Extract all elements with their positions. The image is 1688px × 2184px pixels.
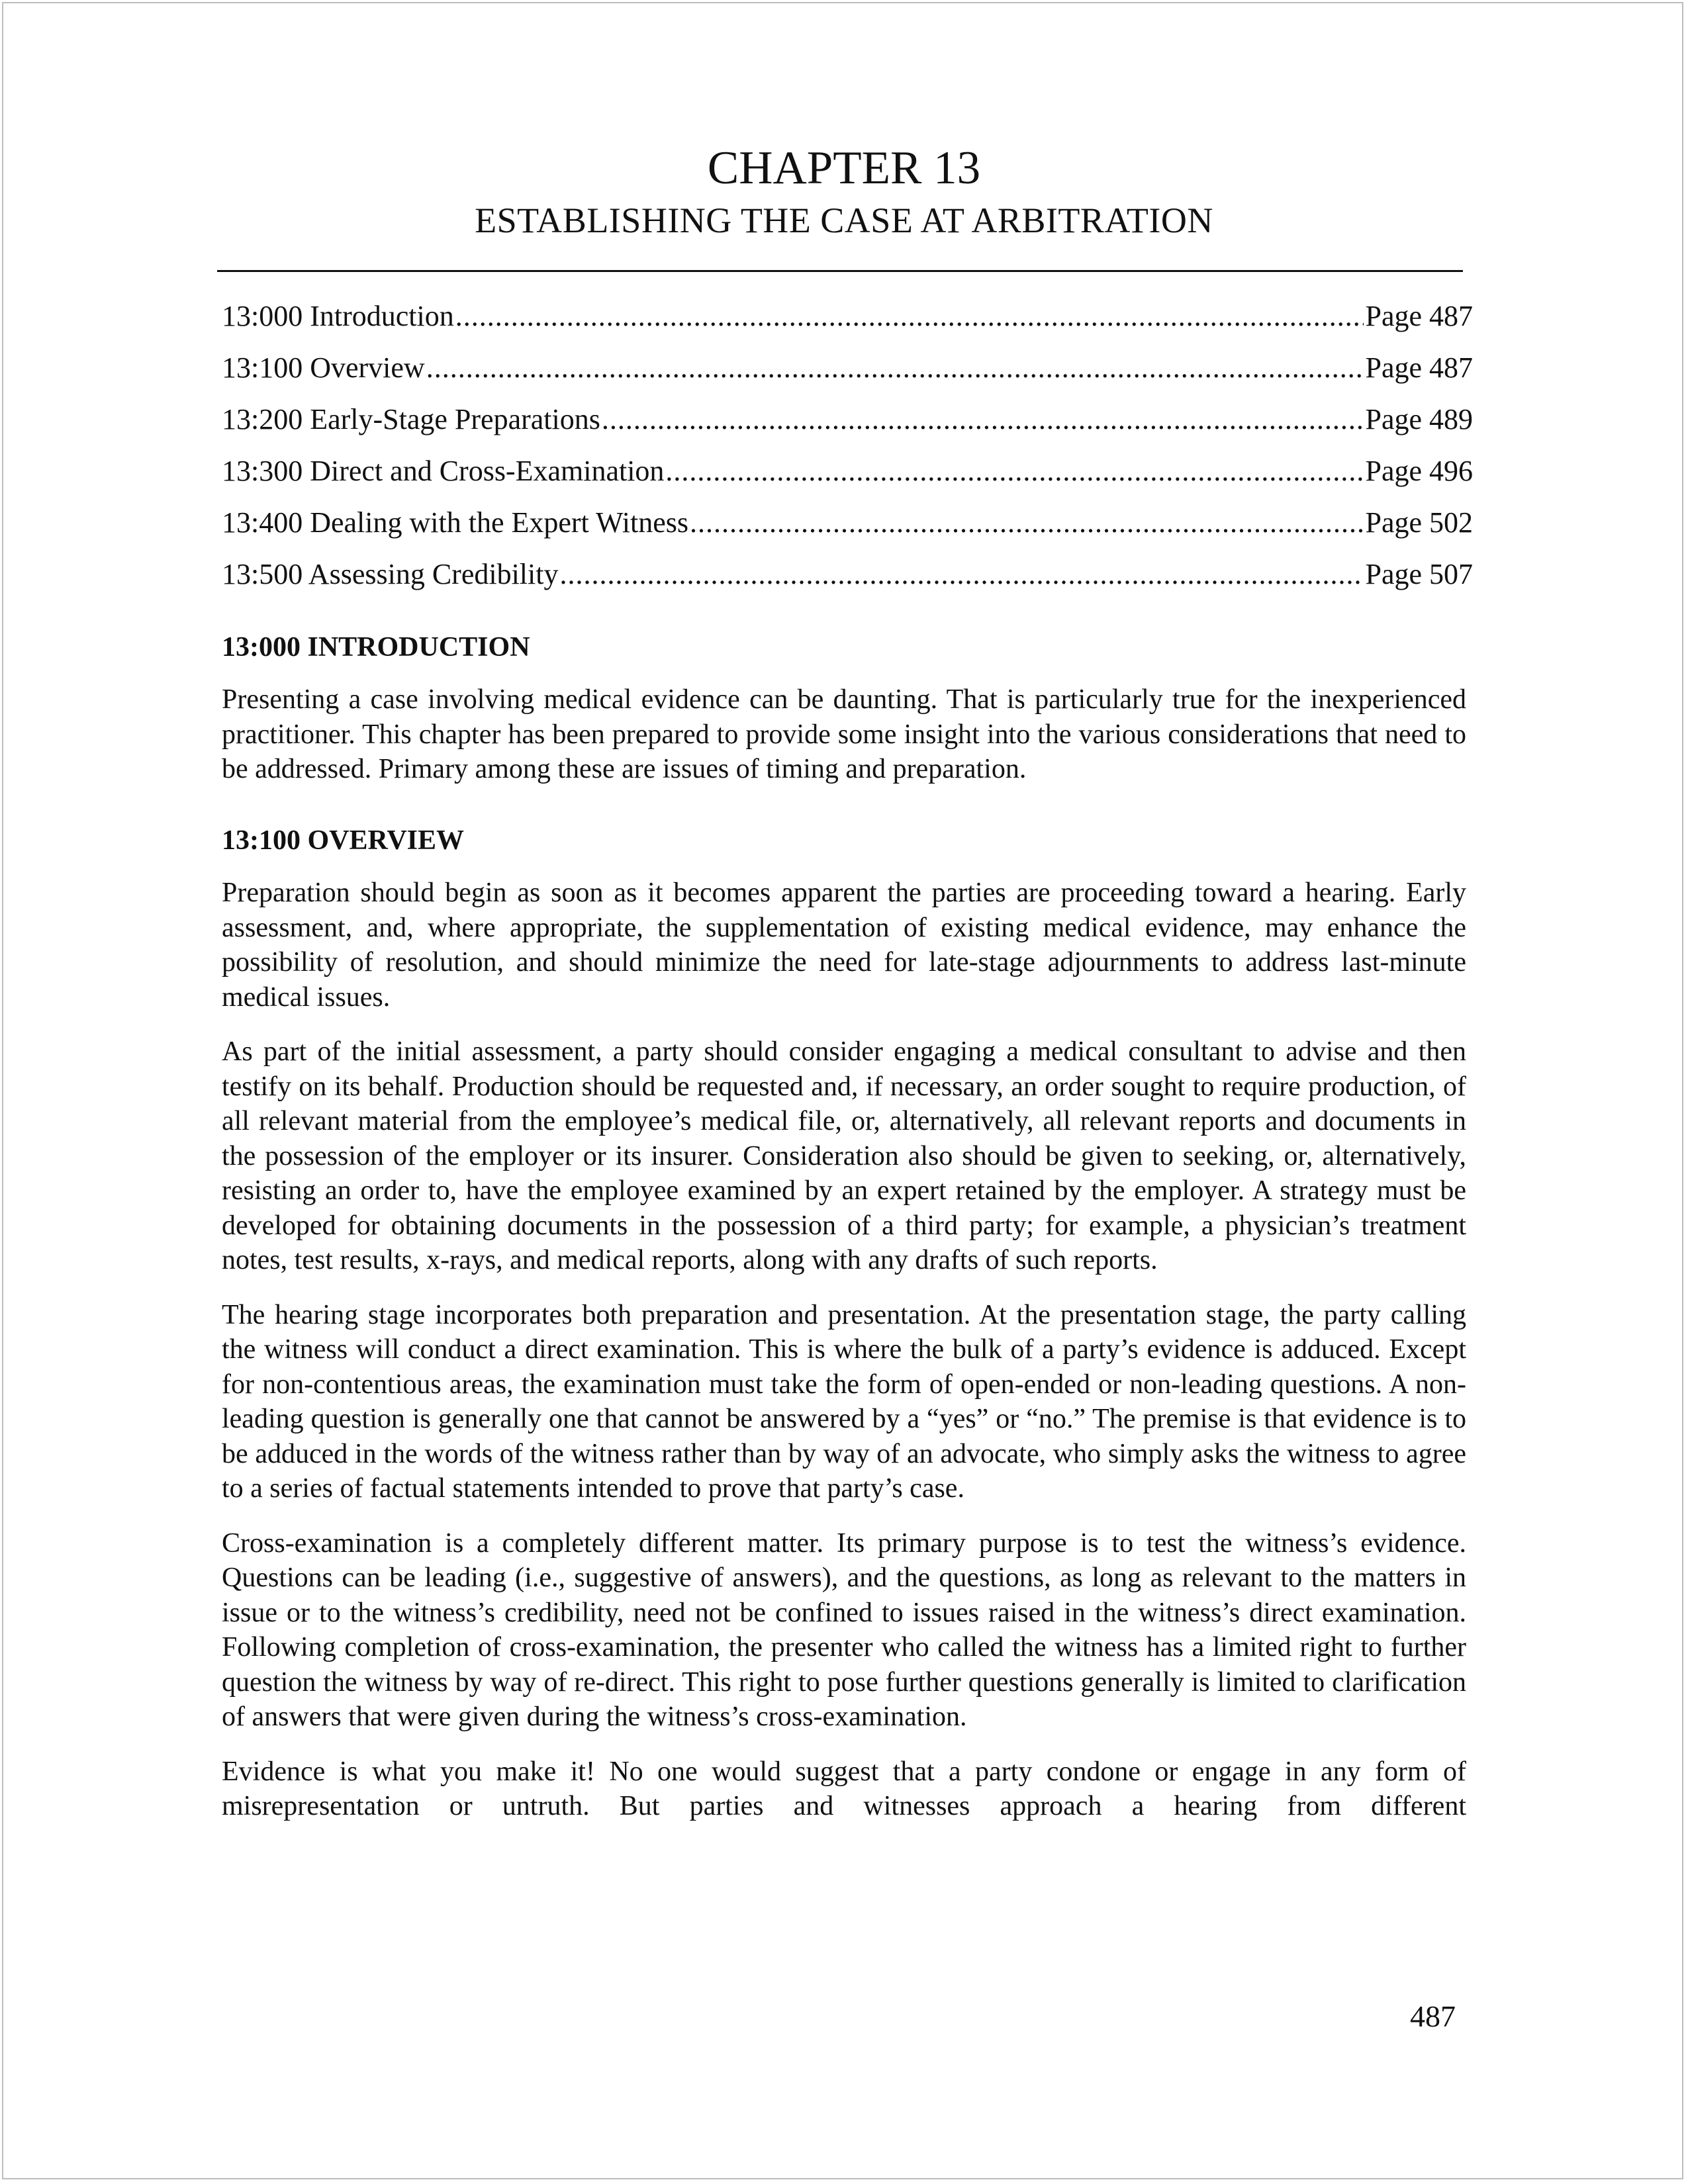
body-paragraph: The hearing stage incorporates both preparation and presentation. At the presentation stage, the party calling the witness will conduct a direct examination. This is where the bulk of a party’s evidence is adduced. Except for non-contentious areas, the examination must take the form of open-ended or non-leading questions. A non-leading question is generally one that cannot be answered by a “yes” or “no.” The premise is that evidence is to be adduced in the words of the witness rather than by way of an advocate, who simply asks the witness to agree to a series of factual statements intended to prove that party’s case. — [222, 1299, 1466, 1504]
table-of-contents — [222, 291, 1473, 600]
page-content — [222, 142, 1473, 1824]
toc-leader-dots — [690, 497, 1364, 549]
toc-entry-label: 13:100 Overview — [222, 351, 425, 384]
toc-entry[interactable] — [222, 291, 1473, 342]
toc-leader-dots — [559, 549, 1364, 600]
title-divider — [217, 270, 1463, 272]
section-heading-introduction: 13:000 INTRODUCTION — [222, 631, 530, 662]
chapter-title: CHAPTER 13 — [707, 142, 981, 194]
body-paragraph: Cross-examination is a completely different matter. Its primary purpose is to test the witness’s evidence. Questions can be leading (i.e., suggestive of answers), and the questions, as long as relevant to the matters in issue or to the witness’s credibility, need not be confined to issues raised in the witness’s direct examination. Following completion of cross-examination, the presenter who called the witness has a limited right to further question the witness by way of re-direct. This right to pose further questions generally is limited to clarification of answers that were given during the witness’s cross-examination. — [222, 1527, 1466, 1733]
body-paragraph: As part of the initial assessment, a party should consider engaging a medical consultant to advise and then testify on its behalf. Production should be requested and, if necessary, an order sought to require production, of all relevant material from the employee’s medical file, or, alternatively, all relevant reports and documents in the possession of the employer or its insurer. Consideration also should be given to seeking, or, alternatively, resisting an order to, have the employee examined by an expert retained by the employer. A strategy must be developed for obtaining documents in the possession of a third party; for example, a physician’s treatment notes, test results, x-rays, and medical reports, along with any drafts of such reports. — [222, 1036, 1466, 1276]
toc-leader-dots — [665, 445, 1364, 497]
toc-entry-label: 13:300 Direct and Cross-Examination — [222, 454, 665, 487]
body-paragraph: Presenting a case involving medical evidence can be daunting. That is particularly true for the inexperienced practitioner. This chapter has been prepared to provide some insight into the various considerations that need to be addressed. Primary among these are issues of timing and preparation. — [222, 684, 1466, 785]
toc-entry-page: Page 487 — [1365, 351, 1473, 384]
toc-leader-dots — [426, 342, 1364, 394]
toc-entry-label: 13:500 Assessing Credibility — [222, 557, 559, 590]
toc-leader-dots — [602, 394, 1364, 445]
body-paragraph: Preparation should begin as soon as it becomes apparent the parties are proceeding toward a hearing. Early assessment, and, where appropriate, the supplementation of existing medical evidence, may enhance the possibility of resolution, and should minimize the need for late-stage adjournments to address last-minute medical issues. — [222, 878, 1466, 1013]
toc-entry-page: Page 489 — [1365, 402, 1473, 435]
toc-entry[interactable] — [222, 342, 1473, 394]
toc-entry-label: 13:400 Dealing with the Expert Witness — [222, 506, 688, 539]
toc-entry-page: Page 487 — [1365, 299, 1473, 332]
body-paragraph: Evidence is what you make it! No one would suggest that a party condone or engage in any form of misrepresentation or untruth. But parties and witnesses approach a hearing from different — [222, 1756, 1466, 1822]
toc-entry[interactable] — [222, 445, 1473, 497]
toc-entry-page: Page 496 — [1365, 454, 1473, 487]
toc-entry[interactable] — [222, 549, 1473, 600]
toc-entry-label: 13:000 Introduction — [222, 299, 454, 332]
chapter-subtitle: ESTABLISHING THE CASE AT ARBITRATION — [475, 201, 1213, 241]
toc-entry-page: Page 502 — [1365, 506, 1473, 539]
toc-leader-dots — [455, 291, 1364, 342]
toc-entry-page: Page 507 — [1365, 557, 1473, 590]
page-number: 487 — [1410, 1999, 1456, 2033]
toc-entry[interactable] — [222, 394, 1473, 445]
section-heading-overview: 13:100 OVERVIEW — [222, 825, 465, 856]
toc-entry[interactable] — [222, 497, 1473, 549]
toc-entry-label: 13:200 Early-Stage Preparations — [222, 402, 600, 435]
